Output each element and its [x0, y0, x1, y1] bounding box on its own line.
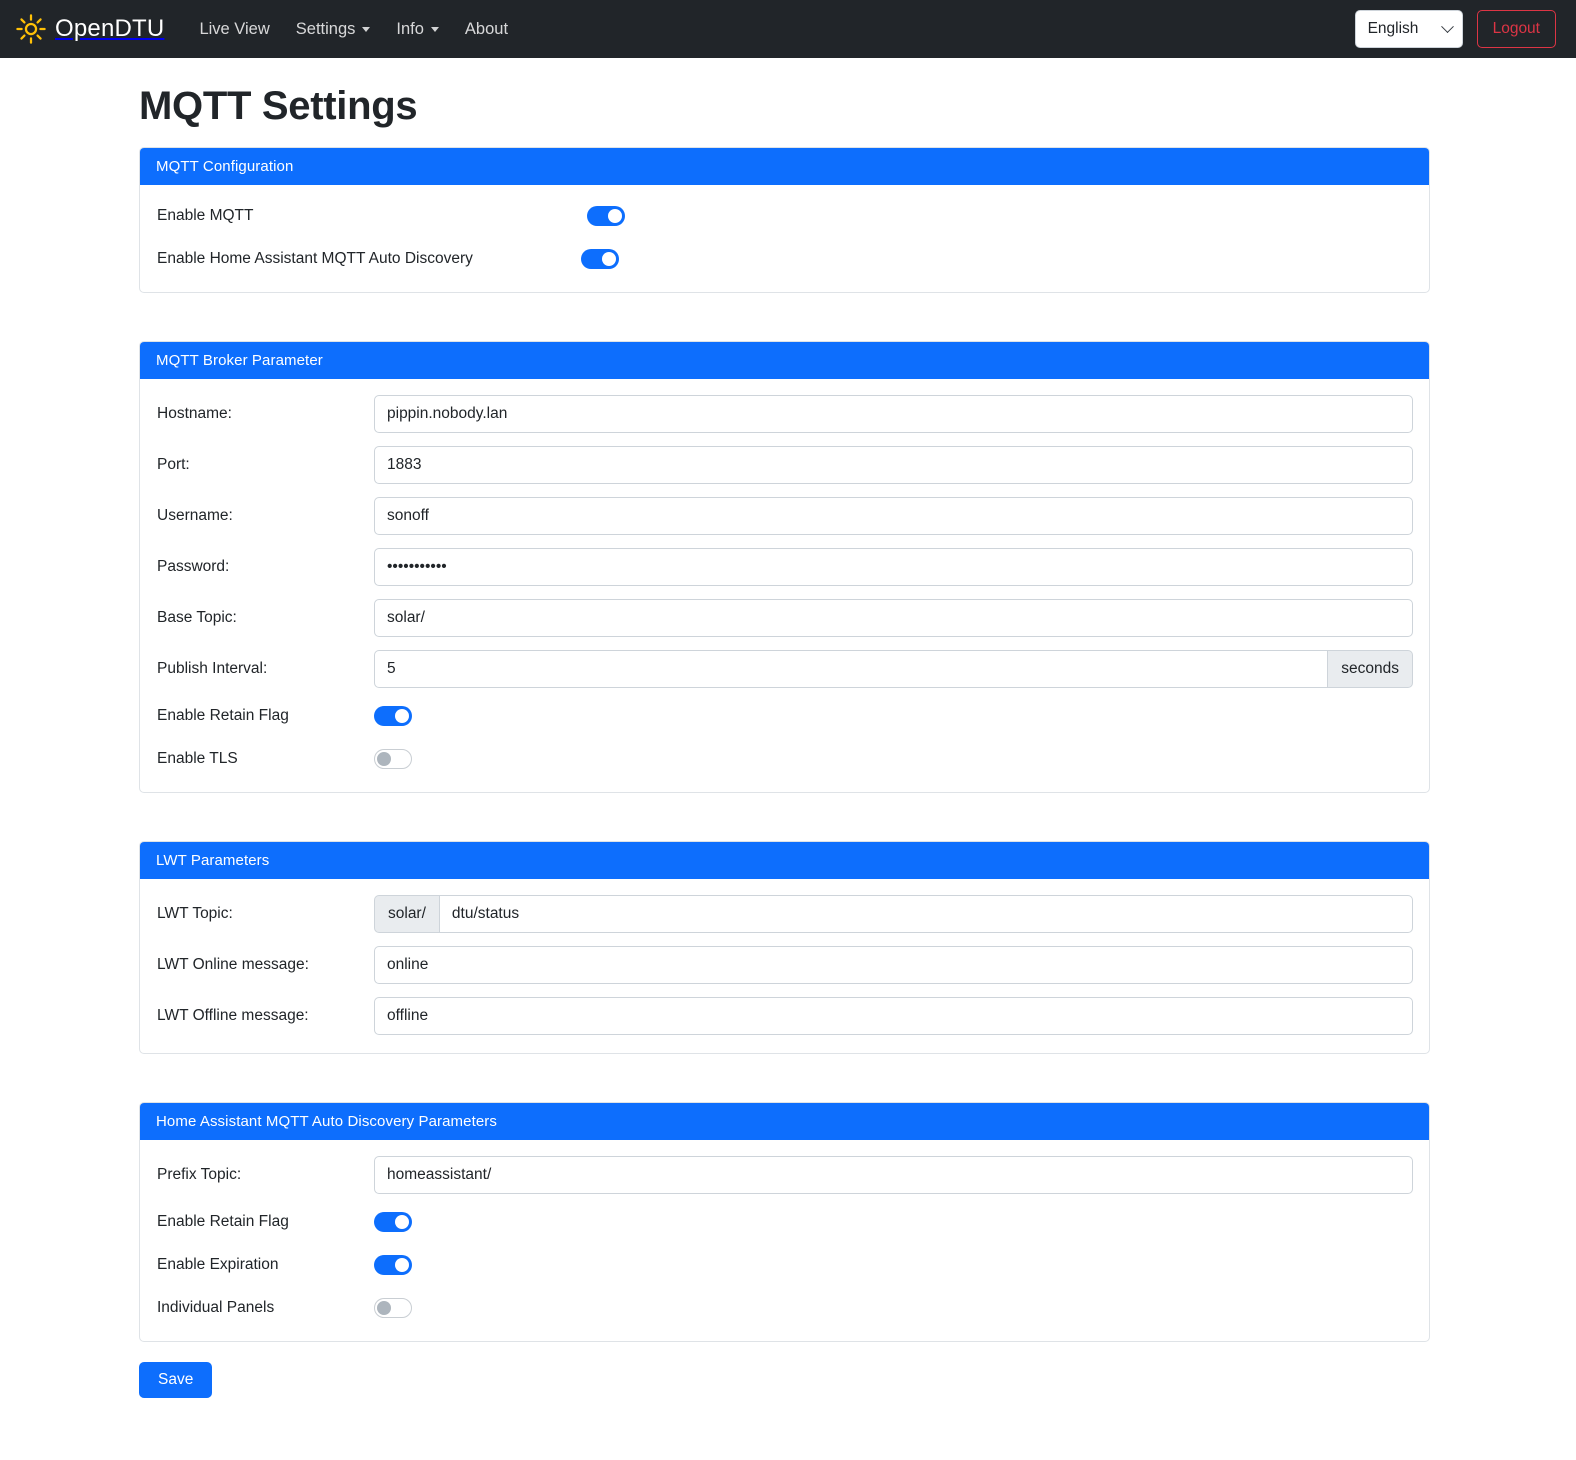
- lwt-online-input[interactable]: [374, 946, 1413, 984]
- brand-logo-link[interactable]: [16, 14, 164, 44]
- row-publish-interval: [156, 650, 1413, 688]
- row-individual-panels: [156, 1293, 1413, 1323]
- prefix-topic-control: [374, 1156, 1413, 1194]
- card-mqtt-configuration: [139, 147, 1430, 293]
- logout-button[interactable]: Logout: [1477, 10, 1556, 48]
- nav-item-settings[interactable]: [283, 12, 384, 47]
- ha-enable-expiration-toggle[interactable]: [374, 1255, 412, 1275]
- enable-tls-control: [374, 749, 1413, 769]
- lwt-offline-label: LWT Offline message:: [157, 1007, 309, 1024]
- row-username: [156, 497, 1413, 535]
- hostname-control: [374, 395, 1413, 433]
- nav-item-label: Info: [396, 19, 424, 38]
- enable-mqtt-control: [374, 206, 1413, 226]
- row-hostname: [156, 395, 1413, 433]
- nav-item-info[interactable]: [383, 12, 452, 47]
- enable-tls-toggle[interactable]: [374, 749, 412, 769]
- row-enable-ha-discovery: [156, 244, 1413, 274]
- row-ha-enable-expiration: [156, 1250, 1413, 1280]
- row-ha-enable-retain-flag: [156, 1207, 1413, 1237]
- ha-enable-expiration-label: Enable Expiration: [157, 1256, 279, 1273]
- card-mqtt-broker-parameter: [139, 341, 1430, 793]
- base-topic-label: Base Topic:: [157, 609, 237, 626]
- save-row: [139, 1362, 1576, 1398]
- lwt-offline-input[interactable]: [374, 997, 1413, 1035]
- lwt-topic-group: [374, 895, 1413, 933]
- row-enable-tls: [156, 744, 1413, 774]
- username-control: [374, 497, 1413, 535]
- enable-retain-flag-label: Enable Retain Flag: [157, 707, 289, 724]
- individual-panels-control: [374, 1298, 1413, 1318]
- save-button[interactable]: Save: [139, 1362, 212, 1398]
- navbar: [0, 0, 1576, 58]
- row-lwt-topic: [156, 895, 1413, 933]
- port-input[interactable]: [374, 446, 1413, 484]
- card-homeassistant-parameters: [139, 1102, 1430, 1342]
- nav-item-label: About: [464, 19, 509, 38]
- nav-item-label: Settings: [295, 19, 356, 38]
- password-label: Password:: [157, 558, 230, 575]
- card-header: MQTT Broker Parameter: [140, 342, 1429, 379]
- enable-ha-discovery-control: [473, 249, 1413, 269]
- lwt-topic-label: LWT Topic:: [157, 905, 233, 922]
- nav-links: [186, 12, 521, 47]
- enable-retain-flag-control: [374, 706, 1413, 726]
- publish-interval-label: Publish Interval:: [157, 660, 268, 677]
- hostname-label: Hostname:: [157, 405, 232, 422]
- lwt-topic-input[interactable]: [439, 895, 1413, 933]
- lwt-offline-control: [374, 997, 1413, 1035]
- individual-panels-toggle[interactable]: [374, 1298, 412, 1318]
- card-header: LWT Parameters: [140, 842, 1429, 879]
- prefix-topic-input[interactable]: [374, 1156, 1413, 1194]
- brand-text: OpenDTU: [55, 15, 165, 42]
- card-header: Home Assistant MQTT Auto Discovery Parameters: [140, 1103, 1429, 1140]
- card-body: [140, 879, 1429, 1053]
- nav-item-about[interactable]: [452, 12, 521, 47]
- port-control: [374, 446, 1413, 484]
- sun-icon: [16, 14, 46, 44]
- nav-item-live-view[interactable]: [186, 12, 282, 47]
- row-password: [156, 548, 1413, 586]
- prefix-topic-label: Prefix Topic:: [157, 1166, 242, 1183]
- ha-enable-retain-flag-label: Enable Retain Flag: [157, 1213, 289, 1230]
- row-base-topic: [156, 599, 1413, 637]
- enable-mqtt-label: Enable MQTT: [157, 207, 254, 224]
- chevron-down-icon: [1441, 20, 1454, 33]
- port-label: Port:: [157, 456, 190, 473]
- card-header: MQTT Configuration: [140, 148, 1429, 185]
- card-body: [140, 1140, 1429, 1341]
- chevron-down-icon: [431, 27, 439, 32]
- enable-retain-flag-toggle[interactable]: [374, 706, 412, 726]
- lwt-online-control: [374, 946, 1413, 984]
- row-enable-retain-flag: [156, 701, 1413, 731]
- page-content: [0, 84, 1576, 1428]
- lwt-online-label: LWT Online message:: [157, 956, 309, 973]
- publish-interval-group: [374, 650, 1413, 688]
- enable-ha-discovery-toggle[interactable]: [581, 249, 619, 269]
- individual-panels-label: Individual Panels: [157, 1299, 275, 1316]
- page-title: MQTT Settings: [139, 84, 418, 128]
- language-select[interactable]: [1355, 10, 1463, 48]
- enable-mqtt-toggle[interactable]: [587, 206, 625, 226]
- card-lwt-parameters: [139, 841, 1430, 1054]
- navbar-right: [1355, 10, 1560, 48]
- row-port: [156, 446, 1413, 484]
- row-lwt-offline-message: [156, 997, 1413, 1035]
- lwt-topic-control: [374, 895, 1413, 933]
- row-enable-mqtt: [156, 201, 1413, 231]
- hostname-input[interactable]: [374, 395, 1413, 433]
- publish-interval-control: [374, 650, 1413, 688]
- publish-interval-unit: seconds: [1328, 650, 1413, 688]
- ha-enable-retain-flag-control: [374, 1212, 1413, 1232]
- base-topic-input[interactable]: [374, 599, 1413, 637]
- chevron-down-icon: [362, 27, 370, 32]
- row-lwt-online-message: [156, 946, 1413, 984]
- ha-enable-expiration-control: [374, 1255, 1413, 1275]
- password-input[interactable]: [374, 548, 1413, 586]
- publish-interval-input[interactable]: [374, 650, 1328, 688]
- username-label: Username:: [157, 507, 233, 524]
- lwt-topic-prefix: solar/: [374, 895, 439, 933]
- username-input[interactable]: [374, 497, 1413, 535]
- language-select-value: English: [1367, 20, 1419, 37]
- enable-ha-discovery-label: Enable Home Assistant MQTT Auto Discovery: [157, 250, 473, 267]
- nav-item-label: Live View: [199, 19, 270, 38]
- enable-tls-label: Enable TLS: [157, 750, 238, 767]
- row-prefix-topic: [156, 1156, 1413, 1194]
- password-control: [374, 548, 1413, 586]
- card-body: [140, 379, 1429, 792]
- base-topic-control: [374, 599, 1413, 637]
- card-body: [140, 185, 1429, 292]
- ha-enable-retain-flag-toggle[interactable]: [374, 1212, 412, 1232]
